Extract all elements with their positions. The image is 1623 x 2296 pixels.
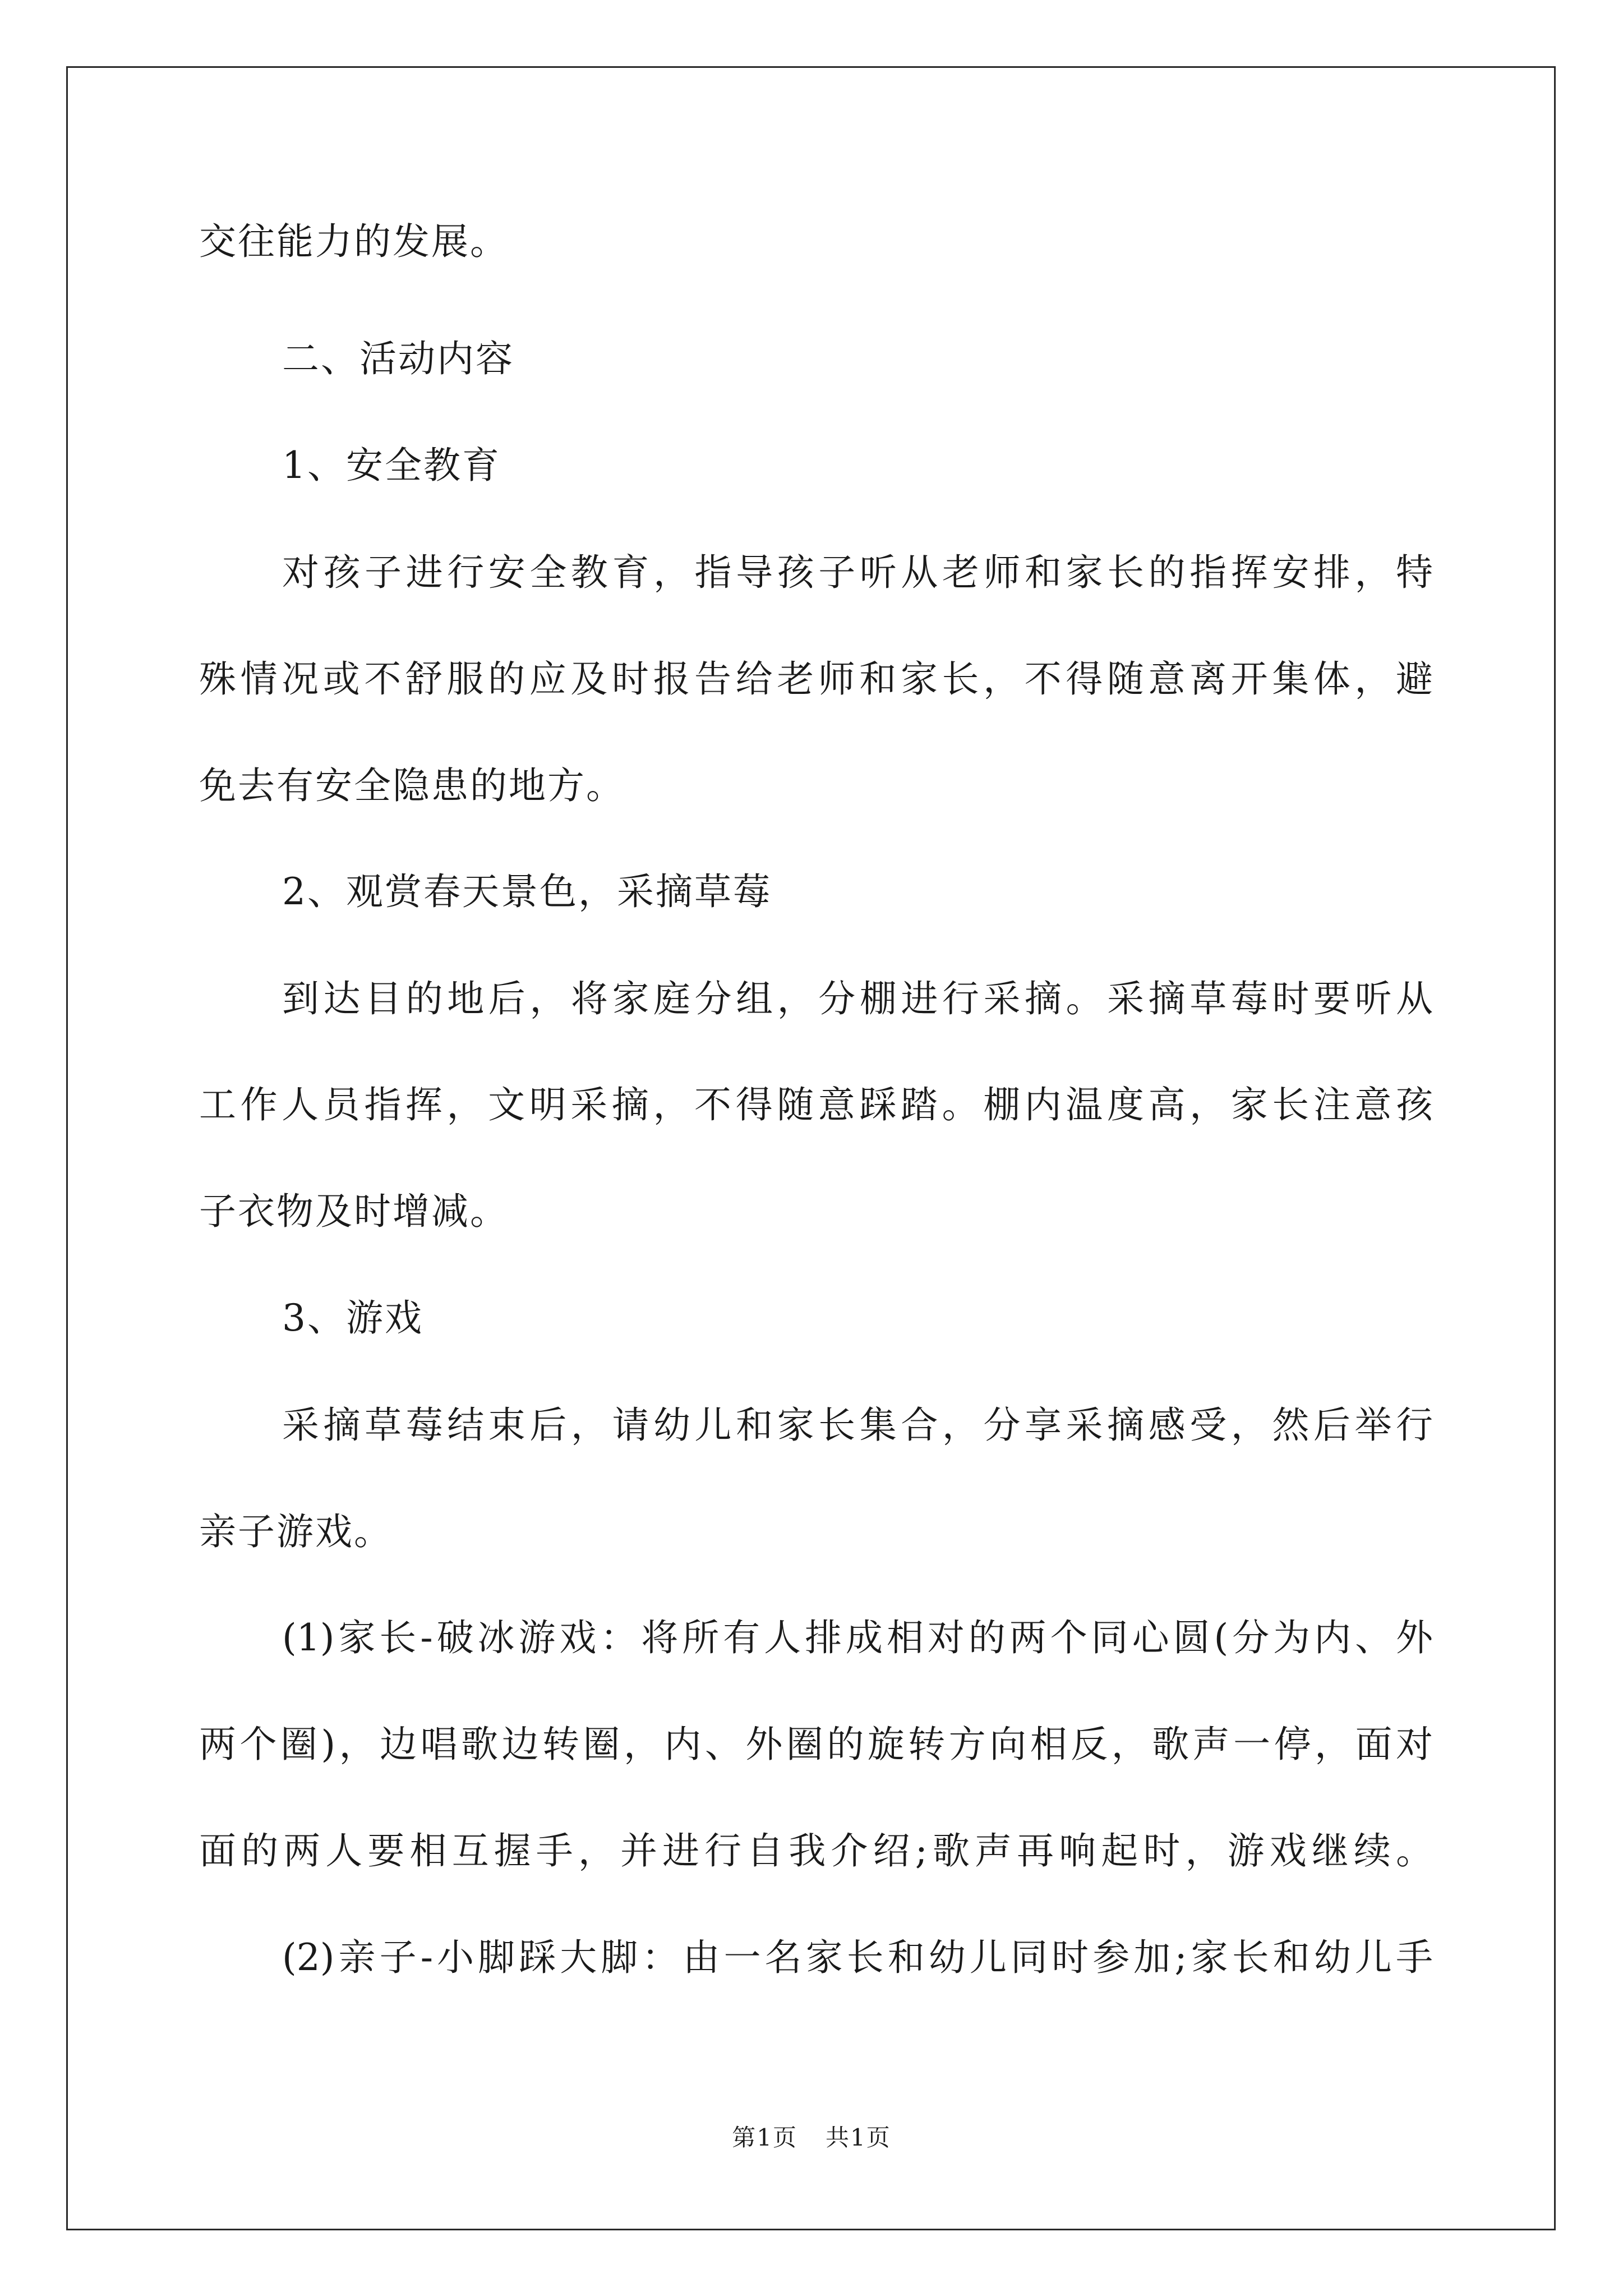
text-line: 对孩子进行安全教育，指导孩子听从老师和家长的指挥安排，特 <box>282 551 1433 594</box>
text-line: 免去有安全隐患的地方。 <box>199 764 625 807</box>
text-line: 工作人员指挥，文明采摘，不得随意踩踏。棚内温度高，家长注意孩 <box>199 1083 1433 1126</box>
page-total: 共1页 <box>826 2124 891 2151</box>
text-line: 到达目的地后，将家庭分组，分棚进行采摘。采摘草莓时要听从 <box>282 977 1433 1020</box>
section-heading: 二、活动内容 <box>282 337 514 380</box>
text-line: (1)家长-破冰游戏：将所有人排成相对的两个同心圆(分为内、外 <box>282 1616 1433 1659</box>
text-line: 子衣物及时增减。 <box>199 1190 509 1233</box>
subsection-heading: 3、游戏 <box>282 1296 423 1340</box>
subsection-heading: 2、观赏春天景色，采摘草莓 <box>282 870 772 913</box>
text-line: 交往能力的发展。 <box>199 220 509 263</box>
text-line: 采摘草莓结束后，请幼儿和家长集合，分享采摘感受，然后举行 <box>282 1404 1433 1447</box>
text-line: 两个圈)，边唱歌边转圈，内、外圈的旋转方向相反，歌声一停，面对 <box>199 1723 1433 1766</box>
page-footer <box>0 2126 1623 2150</box>
text-line: (2)亲子-小脚踩大脚：由一名家长和幼儿同时参加;家长和幼儿手 <box>282 1936 1433 1979</box>
page-border <box>66 66 1556 2230</box>
page-number: 第1页 <box>732 2124 797 2151</box>
text-line: 殊情况或不舒服的应及时报告给老师和家长，不得随意离开集体，避 <box>199 657 1433 701</box>
text-line: 亲子游戏。 <box>199 1510 393 1553</box>
text-line: 面的两人要相互握手，并进行自我介绍;歌声再响起时，游戏继续。 <box>199 1829 1433 1872</box>
subsection-heading: 1、安全教育 <box>282 444 501 487</box>
